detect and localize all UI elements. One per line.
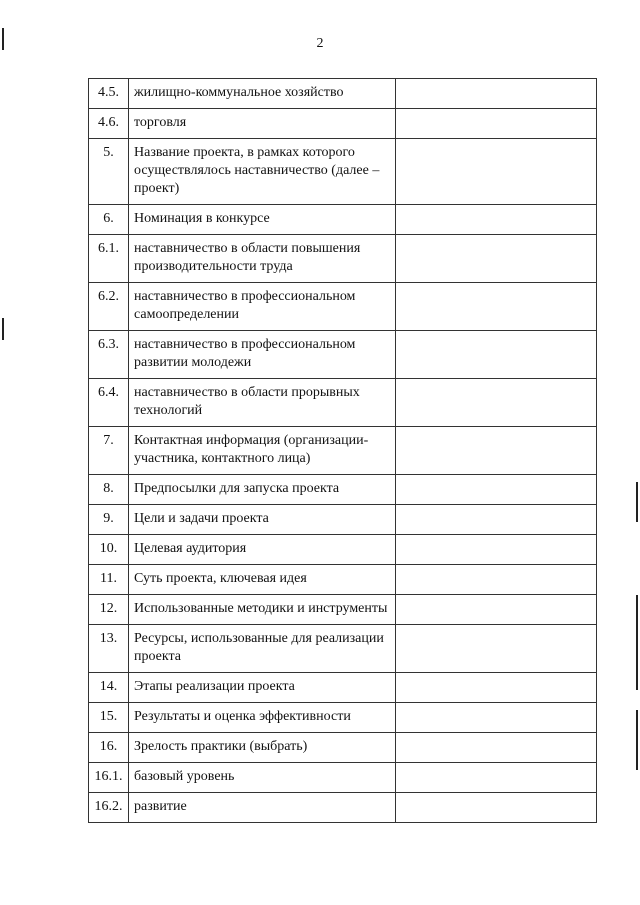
table-row [89,733,597,763]
table-row [89,109,597,139]
row-label: Цели и задачи проекта [129,505,396,535]
row-label: наставничество в области повышения производительности труда [129,235,396,283]
table-row [89,205,597,235]
scan-mark [2,318,4,340]
row-number: 13. [89,625,129,673]
table-row [89,283,597,331]
table-row [89,793,597,823]
page-number: 2 [316,36,324,51]
row-number: 6.2. [89,283,129,331]
row-label: Суть проекта, ключевая идея [129,565,396,595]
row-number: 16. [89,733,129,763]
row-number: 15. [89,703,129,733]
row-label: торговля [129,109,396,139]
table-row [89,763,597,793]
row-label: жилищно-коммунальное хозяйство [129,79,396,109]
row-value-field[interactable] [396,625,597,673]
row-number: 12. [89,595,129,625]
row-value-field[interactable] [396,475,597,505]
table-row [89,505,597,535]
row-number: 10. [89,535,129,565]
row-label: Этапы реализации проекта [129,673,396,703]
table-row [89,427,597,475]
row-number: 16.1. [89,763,129,793]
row-value-field[interactable] [396,793,597,823]
row-number: 8. [89,475,129,505]
table-row [89,79,597,109]
row-number: 16.2. [89,793,129,823]
row-label: наставничество в области прорывных технологий [129,379,396,427]
row-value-field[interactable] [396,595,597,625]
row-number: 11. [89,565,129,595]
scan-mark [636,595,638,690]
row-number: 4.5. [89,79,129,109]
row-number: 5. [89,139,129,205]
row-number: 14. [89,673,129,703]
row-label: Предпосылки для запуска проекта [129,475,396,505]
row-value-field[interactable] [396,763,597,793]
row-value-field[interactable] [396,703,597,733]
form-table-body [89,79,597,823]
table-row [89,703,597,733]
row-number: 6.3. [89,331,129,379]
scan-mark [2,28,4,50]
application-form-table [88,78,597,823]
row-label: развитие [129,793,396,823]
row-value-field[interactable] [396,535,597,565]
row-label: Зрелость практики (выбрать) [129,733,396,763]
row-number: 6.4. [89,379,129,427]
table-row [89,595,597,625]
row-label: базовый уровень [129,763,396,793]
table-row [89,379,597,427]
row-value-field[interactable] [396,505,597,535]
row-label: Целевая аудитория [129,535,396,565]
table-row [89,139,597,205]
table-row [89,625,597,673]
row-label: Название проекта, в рамках которого осуществлялось наставничество (далее – проект) [129,139,396,205]
table-row [89,331,597,379]
row-value-field[interactable] [396,109,597,139]
table-row [89,475,597,505]
row-value-field[interactable] [396,235,597,283]
row-label: Ресурсы, использованные для реализации проекта [129,625,396,673]
row-label: Контактная информация (организации-участника, контактного лица) [129,427,396,475]
row-label: Номинация в конкурсе [129,205,396,235]
row-value-field[interactable] [396,733,597,763]
row-value-field[interactable] [396,673,597,703]
row-label: Результаты и оценка эффективности [129,703,396,733]
table-row [89,673,597,703]
row-value-field[interactable] [396,427,597,475]
row-value-field[interactable] [396,565,597,595]
row-number: 6.1. [89,235,129,283]
row-number: 9. [89,505,129,535]
row-label: Использованные методики и инструменты [129,595,396,625]
row-value-field[interactable] [396,139,597,205]
scan-mark [636,710,638,770]
row-value-field[interactable] [396,331,597,379]
row-label: наставничество в профессиональном самоопределении [129,283,396,331]
table-row [89,535,597,565]
scan-mark [636,482,638,522]
row-number: 6. [89,205,129,235]
row-value-field[interactable] [396,79,597,109]
table-row [89,235,597,283]
row-value-field[interactable] [396,379,597,427]
row-number: 7. [89,427,129,475]
row-value-field[interactable] [396,283,597,331]
table-row [89,565,597,595]
row-label: наставничество в профессиональном развитии молодежи [129,331,396,379]
row-number: 4.6. [89,109,129,139]
row-value-field[interactable] [396,205,597,235]
